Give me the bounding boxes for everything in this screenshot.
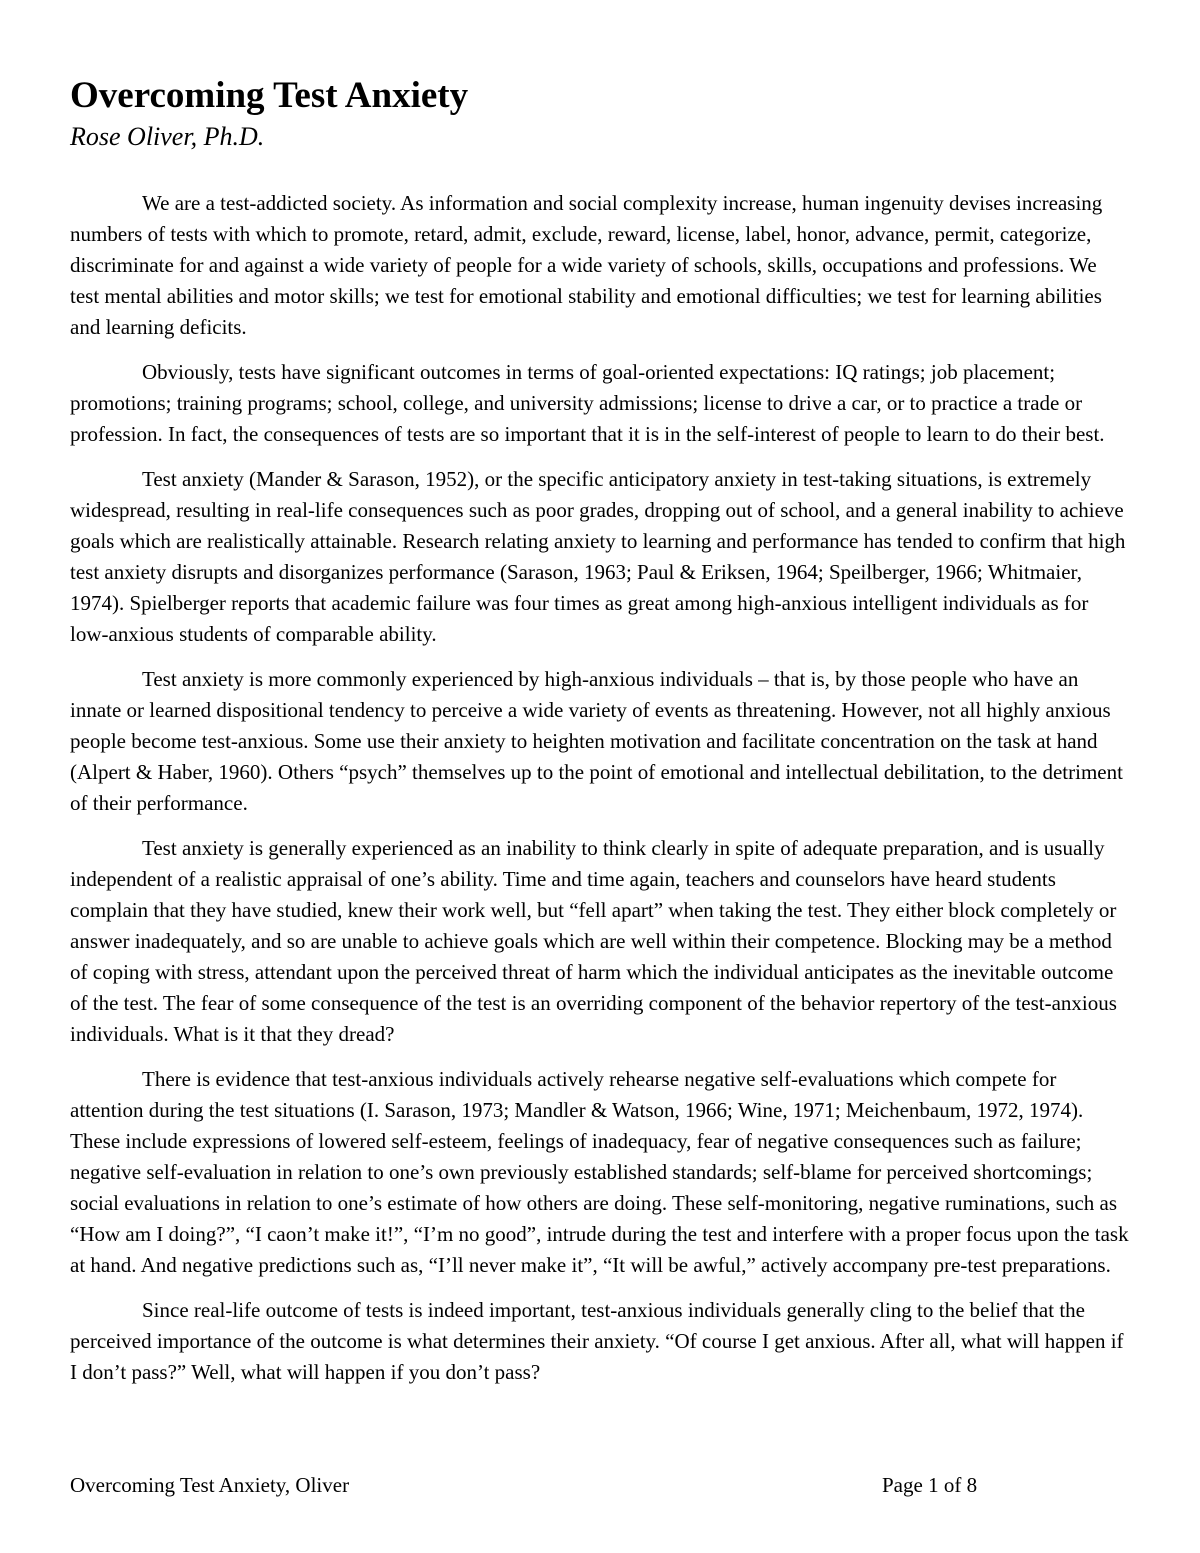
paragraph-4: Test anxiety is more commonly experienced by high-anxious individuals – that is, by those people who have an innate or learned dispositional tendency to perceive a wide variety of events as threatening. However, not all highly anxious people become test-anxious. Some use their anxiety to heighten motivation and facilitate concentration on the task at hand (Alpert & Haber, 1960). Others “psych” themselves up to the point of emotional and intellectual debilitation, to the detriment of their performance. (70, 667, 1123, 815)
footer-page-number: Page 1 of 8 (882, 1473, 978, 1497)
paragraph-1: We are a test-addicted society. As information and social complexity increase, human ingenuity devises increasing numbers of tests with which to promote, retard, admit, exclude, reward, license, label, honor, advance, permit, categorize, discriminate for and against a wide variety of people for a wide variety of schools, skills, occupations and professions. We test mental abilities and motor skills; we test for emotional stability and emotional difficulties; we test for learning abilities and learning deficits. (70, 191, 1103, 339)
document-body (70, 188, 1130, 1402)
paragraph-2: Obviously, tests have significant outcomes in terms of goal-oriented expectations: IQ ratings; job placement; promotions; training programs; school, college, and university admissions; license to drive a car, or to practice a trade or profession. In fact, the consequences of tests are so important that it is in the self-interest of people to learn to do their best. (70, 360, 1105, 446)
document-author: Rose Oliver, Ph.D. (70, 122, 265, 151)
document-title: Overcoming Test Anxiety (70, 75, 469, 116)
footer-running-title: Overcoming Test Anxiety, Oliver (70, 1473, 350, 1497)
paragraph-5: Test anxiety is generally experienced as an inability to think clearly in spite of adequate preparation, and is usually independent of a realistic appraisal of one’s ability. Time and time again, teachers and counselors have heard students complain that they have studied, knew their work well, but “fell apart” when taking the test. They either block completely or answer inadequately, and so are unable to achieve goals which are well within their competence. Blocking may be a method of coping with stress, attendant upon the perceived threat of harm which the individual anticipates as the inevitable outcome of the test. The fear of some consequence of the test is an overriding component of the behavior repertory of the test-anxious individuals. What is it that they dread? (70, 836, 1117, 1046)
paragraph-6: There is evidence that test-anxious individuals actively rehearse negative self-evaluations which compete for attention during the test situations (I. Sarason, 1973; Mandler & Watson, 1966; Wine, 1971; Meichenbaum, 1972, 1974). These include expressions of lowered self-esteem, feelings of inadequacy, fear of negative consequences such as failure; negative self-evaluation in relation to one’s own previously established standards; self-blame for perceived shortcomings; social evaluations in relation to one’s estimate of how others are doing. These self-monitoring, negative ruminations, such as “How am I doing?”, “I caon’t make it!”, “I’m no good”, intrude during the test and interfere with a proper focus upon the task at hand. And negative predictions such as, “I’ll never make it”, “It will be awful,” actively accompany pre-test preparations. (70, 1067, 1129, 1277)
paragraph-7: Since real-life outcome of tests is indeed important, test-anxious individuals generally cling to the belief that the perceived importance of the outcome is what determines their anxiety. “Of course I get anxious. After all, what will happen if I don’t pass?” Well, what will happen if you don’t pass? (70, 1298, 1124, 1384)
paragraph-3: Test anxiety (Mander & Sarason, 1952), or the specific anticipatory anxiety in test-taking situations, is extremely widespread, resulting in real-life consequences such as poor grades, dropping out of school, and a general inability to achieve goals which are realistically attainable. Research relating anxiety to learning and performance has tended to confirm that high test anxiety disrupts and disorganizes performance (Sarason, 1963; Paul & Eriksen, 1964; Speilberger, 1966; Whitmaier, 1974). Spielberger reports that academic failure was four times as great among high-anxious intelligent individuals as for low-anxious students of comparable ability. (70, 467, 1126, 646)
